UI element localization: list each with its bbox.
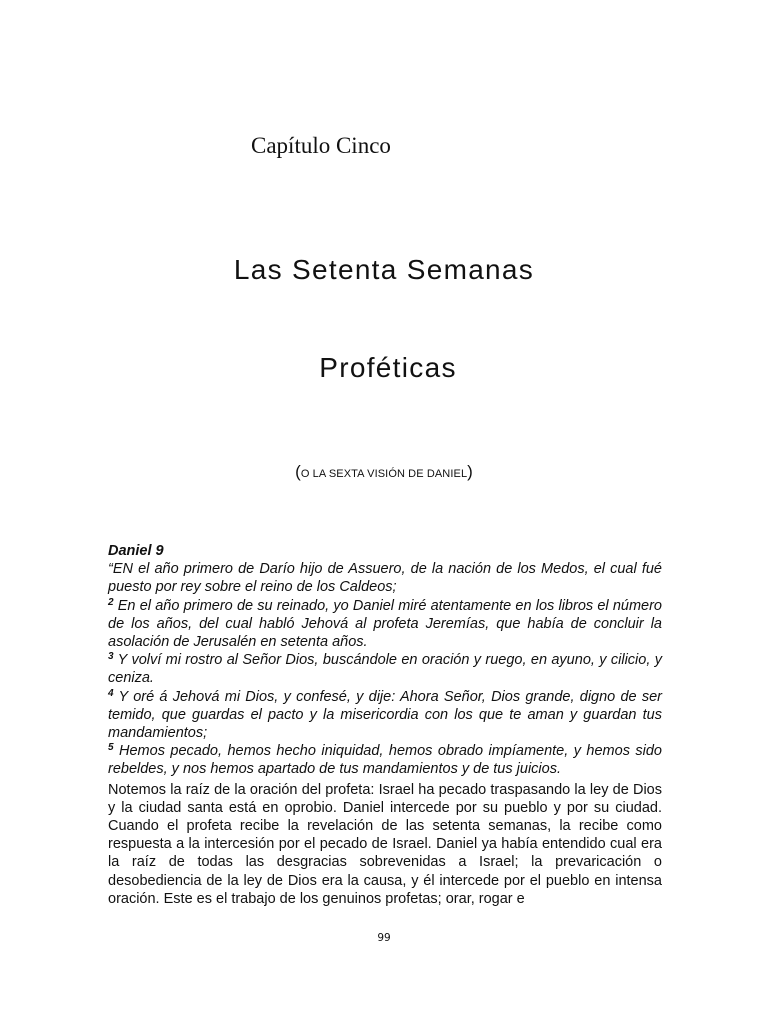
verse-1 bbox=[108, 560, 662, 596]
verse-4 bbox=[108, 688, 662, 743]
chapter-subtitle bbox=[0, 461, 768, 485]
chapter-body bbox=[108, 542, 662, 908]
verse-2-number: 2 bbox=[108, 596, 114, 608]
verse-4-number: 4 bbox=[108, 687, 114, 699]
verse-3-text: Y volví mi rostro al Señor Dios, buscándole en oración y ruego, en ayuno, y cilicio, y ceniza. bbox=[108, 652, 662, 687]
chapter-title-line-2: Proféticas bbox=[319, 352, 457, 383]
verse-3 bbox=[108, 651, 662, 687]
subtitle-text: O LA SEXTA VISIÓN DE DANIEL bbox=[300, 468, 468, 480]
subtitle-open-paren: ( bbox=[295, 462, 301, 481]
verse-5-text: Hemos pecado, hemos hecho iniquidad, hemos obrado impíamente, y hemos sido rebeldes, y nos hemos apartado de tus mandamientos y de tus juicios. bbox=[108, 743, 662, 778]
verse-1-text: “EN el año primero de Darío hijo de Assuero, de la nación de los Medos, el cual fué puesto por rey sobre el reino de los Caldeos; bbox=[108, 561, 662, 596]
verse-5 bbox=[108, 742, 662, 778]
verse-2 bbox=[108, 597, 662, 652]
scripture-reference: Daniel 9 bbox=[108, 543, 164, 559]
verse-4-text: Y oré á Jehová mi Dios, y confesé, y dije: Ahora Señor, Dios grande, digno de ser temido, que guardas el pacto y la misericordia con los que te aman y guardan tus mandamientos; bbox=[108, 688, 662, 742]
verse-5-number: 5 bbox=[108, 742, 114, 754]
chapter-label: Capítulo Cinco bbox=[251, 133, 391, 158]
commentary-paragraph: Notemos la raíz de la oración del profeta: Israel ha pecado traspasando la ley de Dios y la ciudad santa está en oprobio. Daniel intercede por su pueblo y por su ciudad. Cuando el profeta recibe la revelación de las setenta semanas, la recibe como respuesta a la intercesión por el pecado de Israel. Daniel ya había entendido cual era la raíz de todas las desgracias sobrevenidas a Israel; la prevaricación o desobediencia de la ley de Dios era la causa, y él intercede por el pueblo en intensa oración. Este es el trabajo de los genuinos profetas; orar, rogar e bbox=[108, 781, 662, 907]
verse-3-number: 3 bbox=[108, 651, 114, 663]
chapter-title-line-1: Las Setenta Semanas bbox=[233, 254, 535, 285]
verse-2-text: En el año primero de su reinado, yo Daniel miré atentamente en los libros el número de los años, del cual habló Jehová al profeta Jeremías, que había de concluir la asolación de Jerusalén en setenta años. bbox=[108, 597, 662, 651]
page-number: 99 bbox=[377, 932, 391, 944]
subtitle-close-paren: ) bbox=[467, 462, 473, 481]
